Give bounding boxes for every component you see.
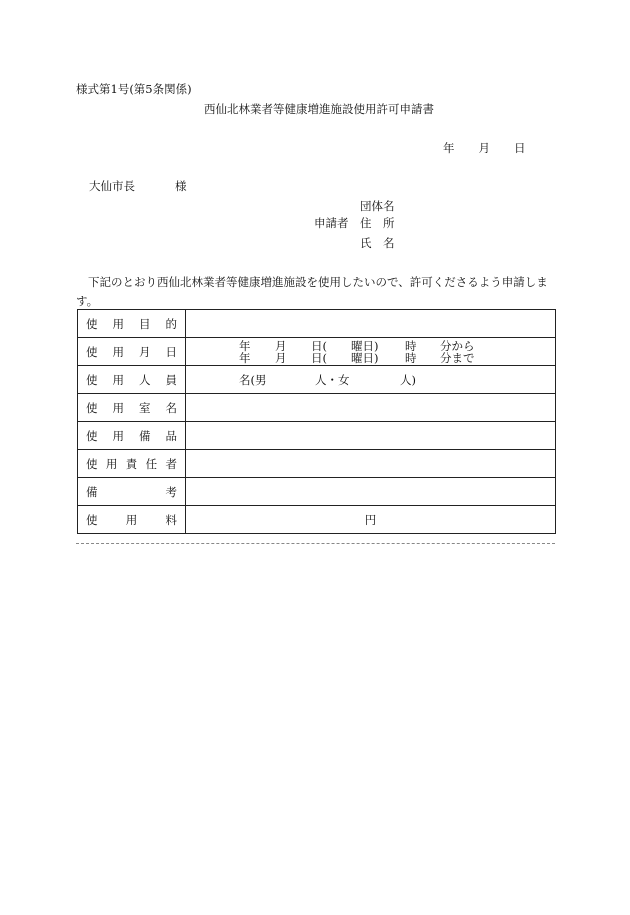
label-char: 用 <box>125 512 138 527</box>
label-char: 使 <box>86 400 98 415</box>
room-label <box>78 394 186 422</box>
month-unit: 月 <box>275 351 287 365</box>
request-statement: 下記のとおり西仙北林業者等健康増進施設を使用したいので、許可くださるよう申請します。 <box>76 275 548 308</box>
name-label: 氏 名 <box>360 236 395 250</box>
persons-male: 名(男 <box>239 372 267 387</box>
label-char: 室 <box>139 400 151 415</box>
applicant-label: 申請者 <box>314 216 349 230</box>
table-row <box>78 506 556 534</box>
yen-unit: 円 <box>364 512 377 527</box>
hour-unit: 時 <box>405 351 417 365</box>
label-char: 考 <box>165 484 177 499</box>
label-char: 者 <box>165 456 177 471</box>
label-char: 用 <box>112 400 124 415</box>
label-char: 使 <box>86 456 98 471</box>
day-label: 日 <box>514 141 526 155</box>
weekday-unit: 曜日) <box>351 351 379 365</box>
addressee-honorific: 様 <box>175 179 187 193</box>
label-char: 用 <box>105 456 118 471</box>
purpose-field[interactable] <box>186 310 556 338</box>
year-unit: 年 <box>239 351 251 365</box>
month-label: 月 <box>478 141 490 155</box>
weekday-unit: 曜日) <box>351 339 379 353</box>
table-row <box>78 450 556 478</box>
table-row <box>78 366 556 394</box>
remarks-label <box>78 478 186 506</box>
persons-suffix: 人) <box>400 372 416 387</box>
label-char: 用 <box>112 428 124 443</box>
label-char: 的 <box>165 316 177 331</box>
label-char: 月 <box>139 344 151 359</box>
date-label <box>78 338 186 366</box>
year-unit: 年 <box>239 339 251 353</box>
equipment-label <box>78 422 186 450</box>
label-char: 使 <box>86 428 98 443</box>
table-row <box>78 394 556 422</box>
label-char: 料 <box>165 512 177 527</box>
hour-unit: 時 <box>405 339 417 353</box>
persons-label <box>78 366 186 394</box>
label-char: 備 <box>139 428 151 443</box>
label-char: 使 <box>86 344 98 359</box>
label-char: 用 <box>112 372 124 387</box>
label-char: 備 <box>86 484 98 499</box>
purpose-label <box>78 310 186 338</box>
label-char: 員 <box>165 372 177 387</box>
addressee <box>89 181 187 193</box>
table-row <box>78 310 556 338</box>
minute-from-unit: 分から <box>440 339 475 353</box>
persons-field[interactable] <box>186 366 556 394</box>
fee-field[interactable] <box>186 506 556 534</box>
cut-line-divider <box>76 543 555 544</box>
equipment-field[interactable] <box>186 422 556 450</box>
usage-details-table <box>77 309 556 534</box>
form-title: 西仙北林業者等健康増進施設使用許可申請書 <box>204 102 434 116</box>
label-char: 日 <box>165 344 177 359</box>
group-name-label: 団体名 <box>360 199 395 213</box>
table-row <box>78 478 556 506</box>
application-date <box>443 143 526 155</box>
label-char: 使 <box>86 512 98 527</box>
label-char: 用 <box>112 344 124 359</box>
table-row <box>78 422 556 450</box>
label-char: 品 <box>165 428 177 443</box>
responsible-person-field[interactable] <box>186 450 556 478</box>
room-field[interactable] <box>186 394 556 422</box>
fee-label <box>78 506 186 534</box>
label-char: 目 <box>139 316 151 331</box>
address-label: 住 所 <box>360 216 395 230</box>
datetime-to-line <box>239 352 475 364</box>
addressee-name: 大仙市長 <box>89 179 135 193</box>
year-label: 年 <box>443 141 455 155</box>
responsible-person-label <box>78 450 186 478</box>
table-row <box>78 338 556 366</box>
date-field[interactable] <box>186 338 556 366</box>
day-unit: 日( <box>311 339 327 353</box>
label-char: 人 <box>139 372 151 387</box>
form-number: 様式第1号(第5条関係) <box>76 82 192 96</box>
persons-female: 人・女 <box>315 372 350 387</box>
label-char: 使 <box>86 316 98 331</box>
label-char: 使 <box>86 372 98 387</box>
label-char: 任 <box>145 456 158 471</box>
label-char: 用 <box>112 316 124 331</box>
day-unit: 日( <box>311 351 327 365</box>
month-unit: 月 <box>275 339 287 353</box>
minute-to-unit: 分まで <box>440 351 475 365</box>
label-char: 責 <box>125 456 138 471</box>
remarks-field[interactable] <box>186 478 556 506</box>
label-char: 名 <box>165 400 177 415</box>
